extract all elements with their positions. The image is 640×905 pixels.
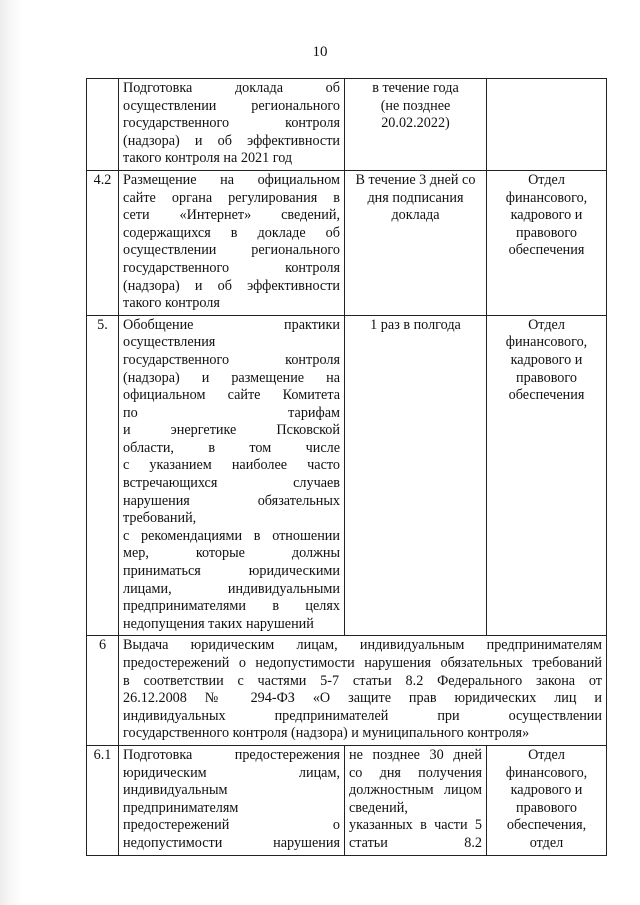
deadline-cell	[345, 315, 487, 636]
responsible-cell	[487, 315, 607, 636]
row-number: 4.2	[87, 170, 119, 315]
resp-line: обеспечения,	[506, 817, 587, 834]
scan-edge-shadow	[0, 0, 22, 905]
text-line: области, в том числе	[123, 439, 340, 456]
term-line: В течение 3 дней со	[355, 171, 476, 188]
text-line: (надзора) и размещение на	[123, 369, 340, 386]
text-line: с указанием наиболее часто	[123, 457, 340, 474]
text-line: государственного контроля	[123, 115, 340, 132]
text-line: Подготовка предостережения	[123, 746, 340, 763]
term-line: не позднее 30 дней	[349, 746, 482, 763]
term-line: указанных в части 5	[349, 817, 482, 834]
text-line: мер, которые должны	[123, 545, 340, 562]
section-heading-cell	[119, 636, 607, 746]
row-number: 6	[87, 636, 119, 746]
activity-cell	[119, 745, 345, 855]
text-line: нарушения обязательных	[123, 492, 340, 509]
term-line: (не позднее	[380, 97, 451, 114]
text-line: встречающихся случаев	[123, 475, 340, 492]
term-line: 1 раз в полгода	[370, 316, 461, 333]
resp-line: финансового,	[505, 334, 588, 351]
text-line: предостережений о недопустимости нарушения обязательных требований	[123, 655, 602, 671]
activity-cell	[119, 315, 345, 636]
term-line: сведений,	[349, 799, 408, 816]
text-line: государственного контроля	[123, 259, 340, 276]
text-line: 26.12.2008 № 294-ФЗ «О защите прав юридических лиц и	[123, 690, 602, 707]
text-line: (надзора) и об эффективности	[123, 132, 340, 149]
activity-cell	[119, 79, 345, 171]
text-line: предостережений о	[123, 817, 340, 834]
resp-line: финансового,	[505, 764, 588, 781]
text-line: недопустимости нарушения	[123, 834, 340, 851]
text-line: юридическим лицам,	[123, 764, 340, 781]
term-line: дня подписания	[367, 189, 464, 206]
resp-line: правового	[516, 799, 577, 816]
text-line: содержащихся в докладе об	[123, 224, 340, 241]
text-line: осуществлении регионального	[123, 97, 340, 114]
term-line: в течение года	[372, 80, 459, 96]
text-line: индивидуальных предпринимателей при осуществлении	[123, 707, 602, 724]
table-row	[87, 79, 607, 171]
term-line: 20.02.2022)	[381, 115, 450, 132]
text-line: государственного контроля (надзора) и муниципального контроля»	[123, 725, 530, 742]
text-line: предпринимателям	[123, 799, 239, 816]
responsible-cell	[487, 170, 607, 315]
resp-line: финансового,	[505, 189, 588, 206]
responsible-cell	[487, 745, 607, 855]
row-number: 5.	[87, 315, 119, 636]
text-line: приниматься юридическими	[123, 563, 340, 580]
row-number	[87, 79, 119, 171]
resp-line: Отдел	[528, 171, 565, 188]
text-line: осуществления	[123, 334, 216, 351]
text-line: требований,	[123, 510, 197, 527]
text-line: и энергетике Псковской	[123, 422, 340, 439]
resp-line: Отдел	[528, 316, 565, 333]
deadline-cell	[345, 79, 487, 171]
responsible-cell	[487, 79, 607, 171]
text-line: Подготовка доклада об	[123, 80, 340, 96]
resp-line: кадрового и	[510, 351, 583, 368]
resp-line: правового	[516, 369, 577, 386]
resp-line: обеспечения	[508, 242, 585, 259]
text-line: сайте органа регулирования в	[123, 189, 340, 206]
resp-line: кадрового и	[510, 207, 583, 224]
text-line: с рекомендациями в отношении	[123, 527, 340, 544]
deadline-cell	[345, 745, 487, 855]
text-line: Размещение на официальном	[123, 171, 340, 188]
text-line: официальном сайте Комитета	[123, 387, 340, 404]
table-row	[87, 745, 607, 855]
text-line: в соответствии с частями 5-7 статьи 8.2 Федерального закона от	[123, 672, 602, 689]
resp-line: кадрового и	[510, 782, 583, 799]
row-number: 6.1	[87, 745, 119, 855]
deadline-cell	[345, 170, 487, 315]
text-line: такого контроля	[123, 295, 220, 312]
resp-line: правового	[516, 224, 577, 241]
resp-line: обеспечения	[508, 387, 585, 404]
text-line: лицами, индивидуальными	[123, 580, 340, 597]
text-line: осуществлении регионального	[123, 242, 340, 259]
activity-cell	[119, 170, 345, 315]
resp-line: отдел	[529, 834, 564, 851]
resp-line: Отдел	[528, 746, 565, 763]
table-row	[87, 315, 607, 636]
text-line: (надзора) и об эффективности	[123, 277, 340, 294]
table-row	[87, 636, 607, 746]
term-line: со дня получения	[349, 764, 482, 781]
term-line: доклада	[391, 207, 440, 224]
plan-table	[86, 78, 607, 856]
text-line: такого контроля на 2021 год	[123, 150, 293, 167]
term-line: статьи 8.2	[349, 834, 482, 851]
page-number: 10	[312, 44, 328, 60]
term-line: должностным лицом	[349, 782, 482, 799]
text-line: сети «Интернет» сведений,	[123, 207, 340, 224]
text-line: по тарифам	[123, 404, 340, 421]
table-row	[87, 170, 607, 315]
text-line: государственного контроля	[123, 351, 340, 368]
text-line: предпринимателями в целях	[123, 598, 340, 615]
text-line: Обобщение практики	[123, 316, 340, 333]
text-line: индивидуальным	[123, 782, 228, 799]
text-line: недопущения таких нарушений	[123, 615, 314, 632]
text-line: Выдача юридическим лицам, индивидуальным предпринимателям	[123, 637, 602, 654]
